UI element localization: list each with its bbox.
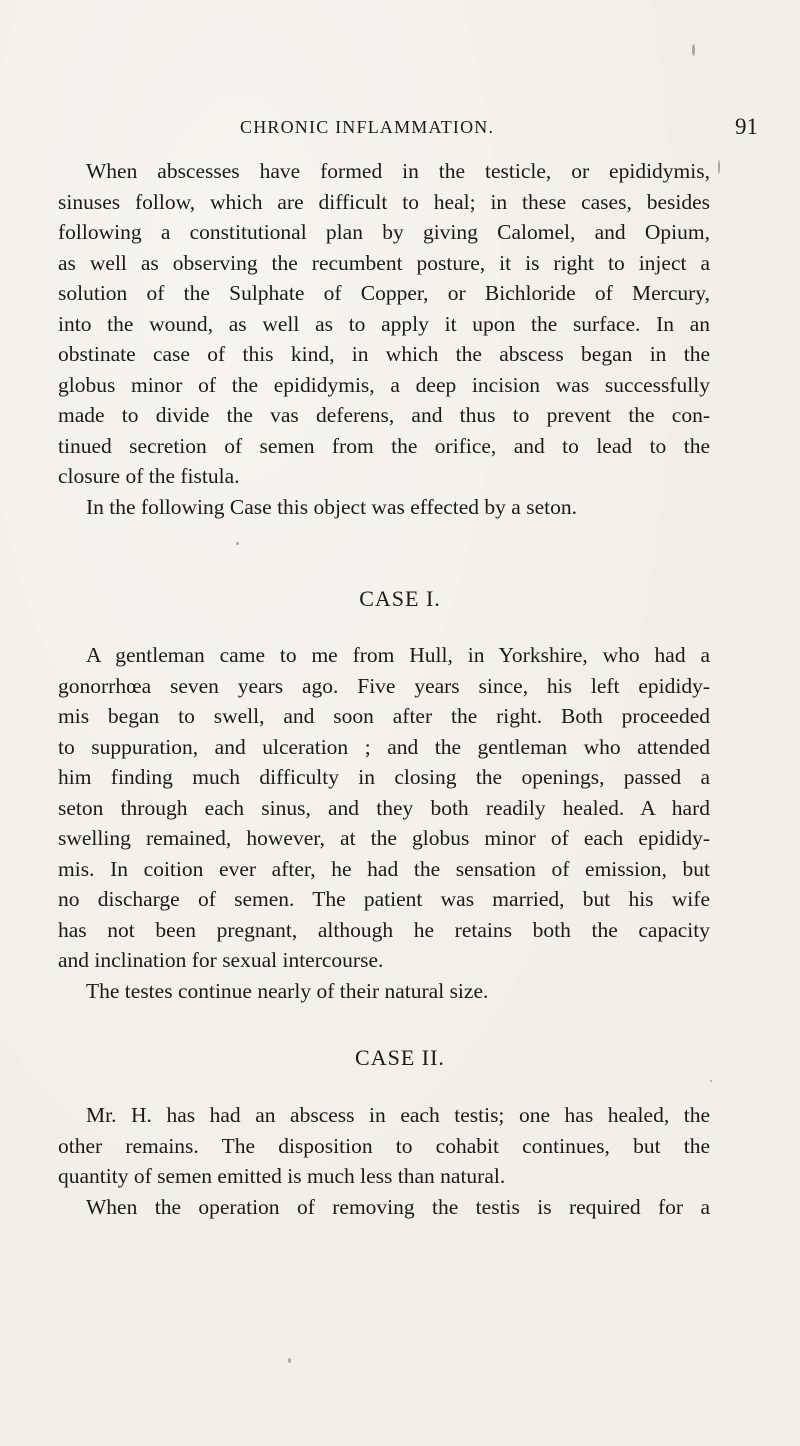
text-line: tinued secretion of semen from the orifice, and to lead to the [58, 433, 710, 458]
text-line: quantity of semen emitted is much less than natural. [58, 1164, 506, 1188]
text-line: obstinate case of this kind, in which the abscess began in the [58, 342, 710, 366]
case-1-heading: CASE I. [359, 586, 441, 611]
text-line: other remains. The disposition to cohabit continues, but the [58, 1133, 710, 1158]
scan-speck [288, 1358, 291, 1363]
case-2-heading: CASE II. [355, 1045, 445, 1070]
page-header [110, 114, 770, 147]
text-line: following a constitutional plan by giving Calomel, and Opium, [58, 220, 710, 244]
text-line: closure of the fistula. [58, 464, 240, 488]
running-head: CHRONIC INFLAMMATION. [240, 117, 495, 137]
text-line: to suppuration, and ulceration ; and the gentleman who attended [58, 734, 710, 759]
text-line: no discharge of semen. The patient was married, but his wife [58, 887, 710, 911]
text-line: The testes continue nearly of their natural size. [86, 978, 489, 1003]
text-line: made to divide the vas deferens, and thus to prevent the con- [58, 403, 710, 427]
text-line: sinuses follow, which are difficult to heal; in these cases, besides [58, 189, 710, 214]
text-line: Mr. H. has had an abscess in each testis; one has healed, the [86, 1103, 710, 1127]
text-line: mis. In coition ever after, he had the sensation of emission, but [58, 856, 710, 881]
paragraph-abscesses [58, 156, 710, 522]
text-line: globus minor of the epididymis, a deep incision was successfully [58, 372, 710, 397]
text-line: A gentleman came to me from Hull, in Yorkshire, who had a [86, 643, 710, 667]
text-line: In the following Case this object was effected by a seton. [86, 494, 577, 519]
case-2-body [58, 1100, 710, 1222]
text-line: solution of the Sulphate of Copper, or Bichloride of Mercury, [58, 281, 710, 305]
text-line: him finding much difficulty in closing the openings, passed a [58, 765, 710, 789]
case-1-body [58, 640, 710, 1006]
scan-speck [692, 44, 695, 56]
text-line: swelling remained, however, at the globus minor of each epididy- [58, 826, 710, 850]
scan-speck [710, 1080, 712, 1082]
text-line: and inclination for sexual intercourse. [58, 948, 384, 972]
text-line: as well as observing the recumbent posture, it is right to inject a [58, 250, 710, 275]
text-line: mis began to swell, and soon after the right. Both proceeded [58, 704, 710, 728]
text-line: seton through each sinus, and they both readily healed. A hard [58, 795, 710, 820]
text-line: has not been pregnant, although he retains both the capacity [58, 917, 710, 942]
text-line: When the operation of removing the testis is required for a [86, 1194, 710, 1219]
scan-speck [718, 160, 720, 174]
scan-speck [236, 542, 239, 545]
page-number: 91 [735, 114, 758, 139]
text-line: gonorrhœa seven years ago. Five years since, his left epididy- [58, 673, 710, 698]
text-line: into the wound, as well as to apply it upon the surface. In an [58, 311, 710, 336]
text-line: When abscesses have formed in the testicle, or epididymis, [86, 159, 710, 183]
